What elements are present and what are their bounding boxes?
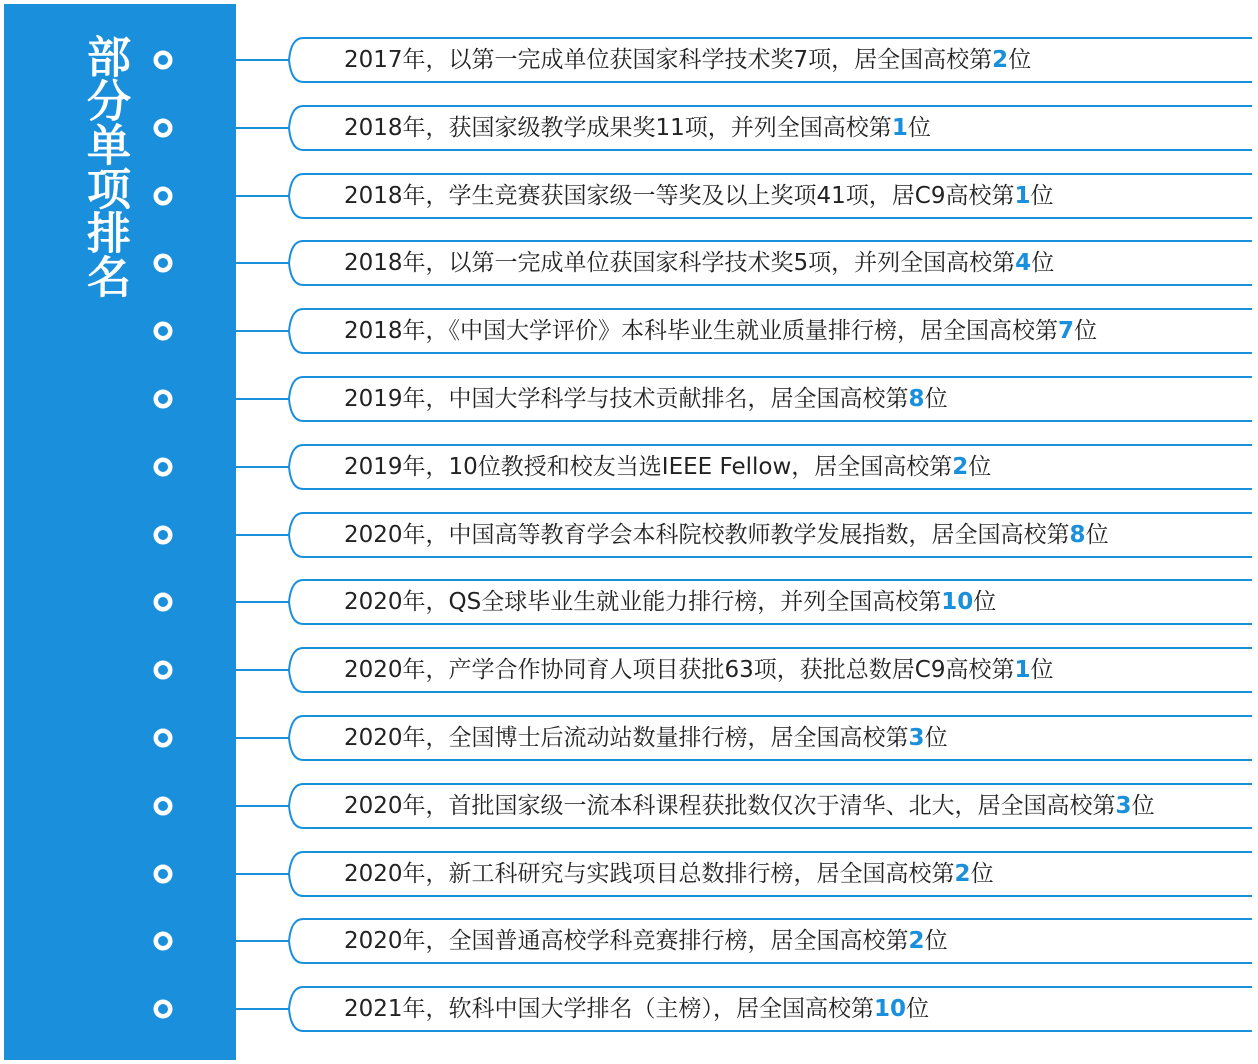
bullet-dot-icon	[158, 462, 168, 472]
ranking-item	[344, 989, 929, 1029]
ranking-item-suffix: 位	[973, 589, 997, 615]
ranking-item	[344, 718, 948, 758]
ranking-item-text: 2017年，以第一完成单位获国家科学技术奖7项，居全国高校第	[344, 47, 993, 73]
ranking-item-text: 2020年，产学合作协同育人项目获批63项，获批总数居C9高校第	[344, 657, 1015, 683]
bullet-dot-icon	[158, 801, 168, 811]
ranking-item	[344, 515, 1109, 555]
ranking-item-rank: 8	[908, 386, 925, 412]
bullet-dot-icon	[158, 733, 168, 743]
ranking-item	[344, 786, 1155, 826]
ranking-item-text: 2019年，中国大学科学与技术贡献排名，居全国高校第	[344, 386, 909, 412]
ranking-item-text: 2018年，学生竞赛获国家级一等奖及以上奖项41项，居C9高校第	[344, 183, 1015, 209]
bullet-dot-icon	[158, 530, 168, 540]
ranking-item	[344, 243, 1054, 283]
ranking-item-rank: 1	[1014, 183, 1031, 209]
ranking-item-rank: 8	[1069, 522, 1086, 548]
ranking-item-rank: 10	[874, 996, 907, 1022]
bullet-dot-icon	[158, 869, 168, 879]
bullet-dot-icon	[158, 258, 168, 268]
ranking-item-text: 2020年，新工科研究与实践项目总数排行榜，居全国高校第	[344, 861, 955, 887]
ranking-item-suffix: 位	[907, 115, 931, 141]
bullet-dot-icon	[158, 665, 168, 675]
ranking-item-rank: 1	[1014, 657, 1031, 683]
ranking-item	[344, 311, 1097, 351]
ranking-item	[344, 40, 1031, 80]
bullet-dot-icon	[158, 326, 168, 336]
ranking-item-suffix: 位	[924, 928, 948, 954]
ranking-item-suffix: 位	[1008, 47, 1032, 73]
ranking-item	[344, 379, 948, 419]
ranking-item-suffix: 位	[1030, 183, 1054, 209]
ranking-item	[344, 854, 994, 894]
bullet-dot-icon	[158, 123, 168, 133]
ranking-item-suffix: 位	[1085, 522, 1109, 548]
ranking-item-suffix: 位	[924, 725, 948, 751]
ranking-item-rank: 4	[1015, 250, 1032, 276]
bullet-dot-icon	[158, 597, 168, 607]
bullet-dot-icon	[158, 394, 168, 404]
ranking-item-text: 2020年，全国博士后流动站数量排行榜，居全国高校第	[344, 725, 909, 751]
ranking-item-text: 2018年，《中国大学评价》本科毕业生就业质量排行榜，居全国高校第	[344, 318, 1059, 344]
side-title: 部分单项排名	[79, 34, 130, 298]
bullet-dot-icon	[158, 1004, 168, 1014]
bullet-dot-icon	[158, 191, 168, 201]
ranking-item-suffix: 位	[1074, 318, 1098, 344]
ranking-item-text: 2018年，获国家级教学成果奖11项，并列全国高校第	[344, 115, 892, 141]
ranking-item-rank: 7	[1058, 318, 1075, 344]
ranking-item-rank: 3	[1115, 793, 1132, 819]
ranking-item-rank: 1	[891, 115, 908, 141]
ranking-item-rank: 3	[908, 725, 925, 751]
bullet-dot-icon	[158, 936, 168, 946]
ranking-item-text: 2018年，以第一完成单位获国家科学技术奖5项，并列全国高校第	[344, 250, 1016, 276]
ranking-item-rank: 2	[954, 861, 971, 887]
ranking-item-rank: 2	[952, 454, 969, 480]
ranking-item-text: 2021年，软科中国大学排名（主榜），居全国高校第	[344, 996, 875, 1022]
ranking-item-suffix: 位	[968, 454, 992, 480]
ranking-item	[344, 108, 931, 148]
ranking-item-text: 2019年，10位教授和校友当选IEEE Fellow，居全国高校第	[344, 454, 953, 480]
ranking-item-rank: 2	[908, 928, 925, 954]
ranking-item	[344, 582, 996, 622]
ranking-item-suffix: 位	[1030, 657, 1054, 683]
ranking-item-rank: 10	[941, 589, 974, 615]
ranking-item-suffix: 位	[970, 861, 994, 887]
ranking-item-suffix: 位	[924, 386, 948, 412]
ranking-item-rank: 2	[992, 47, 1009, 73]
ranking-item	[344, 650, 1054, 690]
ranking-item	[344, 447, 991, 487]
ranking-item	[344, 176, 1054, 216]
ranking-item-text: 2020年，全国普通高校学科竞赛排行榜，居全国高校第	[344, 928, 909, 954]
ranking-item-suffix: 位	[906, 996, 930, 1022]
ranking-item-text: 2020年，首批国家级一流本科课程获批数仅次于清华、北大，居全国高校第	[344, 793, 1116, 819]
ranking-item-text: 2020年，QS全球毕业生就业能力排行榜，并列全国高校第	[344, 589, 942, 615]
ranking-item-suffix: 位	[1031, 250, 1055, 276]
ranking-item	[344, 921, 948, 961]
ranking-item-suffix: 位	[1131, 793, 1155, 819]
ranking-item-text: 2020年，中国高等教育学会本科院校教师教学发展指数，居全国高校第	[344, 522, 1070, 548]
bullet-dot-icon	[158, 55, 168, 65]
